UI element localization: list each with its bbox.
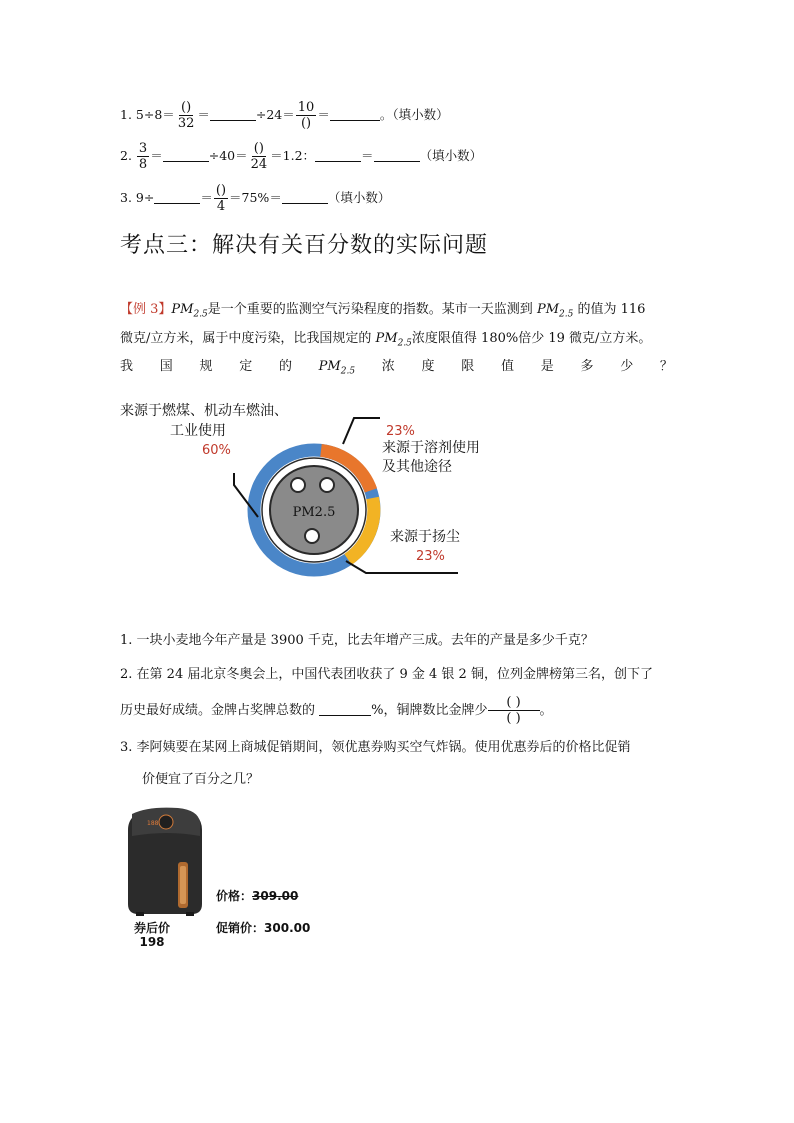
fraction: [249, 142, 270, 171]
fraction: [296, 101, 317, 130]
air-fryer-foot: [186, 912, 194, 916]
problem-2-line-1: 2. 在第 24 届北京冬奥会上，中国代表团收获了 9 金 4 银 2 铜，位列金牌榜第三名，创下了: [120, 667, 653, 682]
problem-2-line-2: [120, 696, 653, 725]
left-label-line-1: 来源于燃煤、机动车燃油、: [120, 403, 288, 419]
example-char: 限: [461, 359, 475, 375]
example-char: 浓: [381, 359, 395, 375]
example-char: ？: [659, 359, 673, 375]
pm-term: $PM_{2.5}$: [536, 302, 574, 320]
coupon-price-block: [134, 921, 170, 949]
example-text: 微克/立方米，属于中度污染，比我国规定的: [120, 330, 372, 346]
air-fryer-foot: [136, 912, 144, 916]
right-bottom-label: 来源于扬尘: [390, 529, 460, 545]
exercise-text: ＝75%＝: [229, 190, 282, 205]
exercise-text: ＝: [361, 148, 374, 163]
problem-2: [120, 662, 653, 725]
answer-blank[interactable]: [163, 149, 209, 162]
example-3: [120, 298, 680, 384]
promo-label: 促销价：: [216, 921, 265, 935]
particle-dot: [305, 529, 319, 543]
answer-blank[interactable]: [282, 191, 328, 204]
promo-row: [216, 919, 310, 936]
promo-price: 300.00: [264, 921, 311, 935]
answer-blank[interactable]: [154, 191, 200, 204]
pm25-ring-diagram: [118, 395, 478, 600]
particle-dot: [320, 478, 334, 492]
particle-dot: [291, 478, 305, 492]
exercise-text: （填小数）: [327, 190, 391, 205]
fraction: [214, 184, 228, 213]
price-row: [216, 887, 298, 904]
fraction: [176, 101, 197, 130]
example-line-3: [120, 355, 673, 384]
leader-line-top: [343, 418, 380, 444]
answer-blank[interactable]: [319, 703, 371, 716]
exercise-text: 9÷: [135, 190, 155, 205]
example-text: 浓度限值得 180%倍少 19 微克/立方米。: [411, 330, 652, 346]
fraction: [137, 142, 149, 171]
fraction-denominator: ( ): [506, 711, 521, 726]
example-char: 定: [239, 359, 253, 375]
air-fryer-product-card: [118, 800, 311, 955]
display-digits: 188: [147, 820, 159, 827]
problem-3-line-2: 价便宜了百分之几？: [142, 772, 260, 787]
example-line-1: [120, 298, 680, 327]
coupon-label: 券后价: [134, 921, 171, 935]
left-label-line-2: 工业使用: [170, 423, 226, 439]
answer-blank[interactable]: [374, 149, 420, 162]
exercise-text: ＝: [317, 107, 330, 122]
right-top-percent: 23%: [386, 424, 415, 439]
exercise-text: （填小数）: [419, 148, 483, 163]
example-char: 我: [120, 359, 134, 375]
pm25-source-diagram: [118, 395, 478, 600]
example-char: 值: [500, 359, 514, 375]
fraction-denominator: 8: [138, 157, 148, 172]
pm-term: $PM_{2.5}$: [171, 302, 208, 320]
exercise-text: ＝: [200, 190, 213, 205]
exercise-text: ＝: [197, 107, 210, 122]
exercise-text: 。（填小数）: [379, 107, 449, 122]
fraction-denominator: 4: [216, 199, 226, 214]
example-tag: 【例 3】: [120, 302, 172, 317]
answer-blank[interactable]: [210, 108, 256, 121]
fraction-denominator: 32: [177, 116, 195, 131]
center-label: PM2.5: [292, 505, 336, 520]
example-text: 的值为 116: [577, 302, 646, 317]
exercise-2: [120, 142, 482, 171]
price-label: 价格：: [216, 889, 253, 903]
exercise-number: 2.: [120, 148, 132, 163]
exercise-number: 1.: [120, 107, 132, 122]
exercise-text: ÷40＝: [208, 148, 248, 163]
answer-blank[interactable]: [315, 149, 361, 162]
answer-blank[interactable]: [330, 108, 380, 121]
problem-3-line-1: 3. 李阿姨要在某网上商城促销期间，领优惠券购买空气炸锅。使用优惠券后的价格比促销: [120, 740, 631, 755]
example-char: 度: [421, 359, 435, 375]
example-char: 的: [278, 359, 292, 375]
example-char: 是: [540, 359, 554, 375]
air-fryer-handle-highlight: [180, 866, 186, 904]
exercise-text: ＝1.2：: [270, 148, 316, 163]
problem-text: 历史最好成绩。金牌占奖牌总数的: [120, 703, 316, 718]
example-text: 是一个重要的监测空气污染程度的指数。某市一天监测到: [207, 302, 533, 317]
fraction-numerator: ( ): [488, 696, 540, 711]
example-char: 规: [199, 359, 213, 375]
section-heading: 考点三：解决有关百分数的实际问题: [120, 233, 489, 258]
problem-3: [120, 735, 631, 793]
fraction-numerator: (): [253, 141, 264, 156]
pm-term: $PM_{2.5}$: [318, 359, 356, 377]
problem-text: %，铜牌数比金牌少: [371, 703, 488, 718]
example-char: 少: [620, 359, 634, 375]
exercise-text: 5÷8＝: [135, 107, 175, 122]
exercise-text: ÷24＝: [255, 107, 295, 122]
fraction-numerator: (): [215, 183, 227, 198]
left-percent: 60%: [202, 443, 231, 458]
example-line-2: [120, 327, 680, 356]
right-top-label-1: 来源于溶剂使用: [382, 440, 478, 456]
answer-fraction[interactable]: [488, 696, 540, 725]
fraction-numerator: 10: [297, 100, 315, 115]
right-top-label-2: 及其他途径: [382, 459, 452, 475]
fraction-denominator: (): [300, 116, 312, 131]
example-char: 国: [159, 359, 173, 375]
pm-term: $PM_{2.5}$: [375, 330, 412, 349]
exercise-text: ＝: [150, 148, 163, 163]
example-char: 多: [580, 359, 594, 375]
control-dial: [159, 815, 173, 829]
problem-1: 1. 一块小麦地今年产量是 3900 千克，比去年增产三成。去年的产量是多少千克？: [120, 633, 594, 648]
exercise-1: [120, 101, 449, 130]
coupon-price: 198: [139, 935, 165, 949]
problem-text: 。: [539, 703, 553, 718]
original-price: 309.00: [252, 889, 299, 903]
fraction-numerator: 3: [138, 141, 148, 156]
right-bottom-percent: 23%: [416, 549, 445, 564]
exercise-number: 3.: [120, 190, 132, 205]
fraction-numerator: (): [181, 100, 192, 115]
exercise-3: [120, 184, 390, 213]
fraction-denominator: 24: [250, 157, 268, 172]
